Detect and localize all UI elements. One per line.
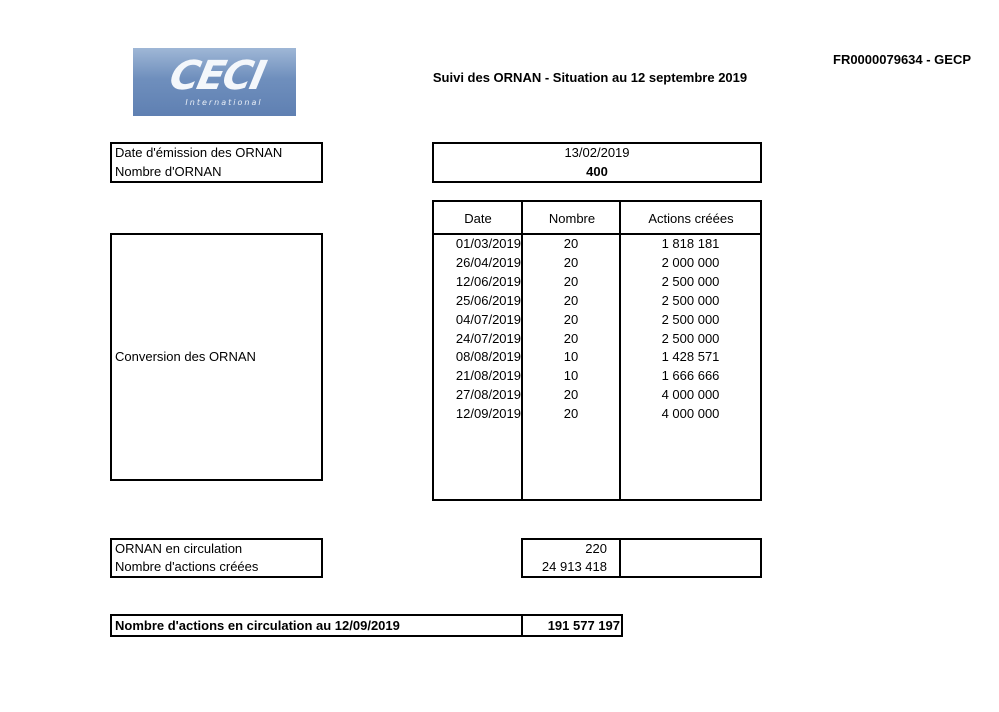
column-header-nombre: Nombre xyxy=(548,211,596,226)
row-actions: 2 500 000 xyxy=(661,311,720,327)
column-header-date: Date xyxy=(464,211,492,226)
row-date: 24/07/2019 xyxy=(455,330,521,346)
company-logo xyxy=(133,48,296,116)
document-code: FR0000079634 - GECP xyxy=(833,52,972,67)
emission-values-box xyxy=(432,142,762,183)
row-date: 25/06/2019 xyxy=(455,292,521,308)
summary-divider xyxy=(619,538,621,578)
row-date: 21/08/2019 xyxy=(455,368,521,384)
row-actions: 2 500 000 xyxy=(661,273,720,289)
row-nombre: 20 xyxy=(563,330,579,346)
row-nombre: 20 xyxy=(563,311,579,327)
row-nombre: 20 xyxy=(563,387,579,403)
row-actions: 1 818 181 xyxy=(661,236,720,251)
row-nombre: 10 xyxy=(563,349,579,365)
circulation-value: 220 xyxy=(585,541,607,556)
total-label: Nombre d'actions en circulation au 12/09/2019 xyxy=(115,618,400,633)
row-nombre: 20 xyxy=(563,273,579,289)
row-actions: 4 000 000 xyxy=(661,387,720,403)
actions-created-label: Nombre d'actions créées xyxy=(115,559,259,574)
row-date: 26/04/2019 xyxy=(455,254,521,270)
row-nombre: 20 xyxy=(563,236,579,251)
emission-count-value: 400 xyxy=(586,164,608,179)
row-date: 27/08/2019 xyxy=(455,387,521,403)
logo-text: CECI xyxy=(165,53,269,99)
row-actions: 4 000 000 xyxy=(661,406,720,422)
row-actions: 2 500 000 xyxy=(661,292,720,308)
row-nombre: 10 xyxy=(563,368,579,384)
total-box xyxy=(110,614,623,637)
conversion-label: Conversion des ORNAN xyxy=(115,349,256,364)
row-nombre: 20 xyxy=(563,254,579,270)
column-header-actions: Actions créées xyxy=(648,211,734,226)
emission-label-box xyxy=(110,142,323,183)
row-nombre: 20 xyxy=(563,406,579,422)
total-divider xyxy=(521,614,523,637)
actions-created-value: 24 913 418 xyxy=(541,559,607,574)
conversion-table-header xyxy=(432,200,762,235)
logo-subtext: International xyxy=(185,98,263,107)
emission-date-label: Date d'émission des ORNAN xyxy=(115,145,283,160)
row-nombre: 20 xyxy=(563,292,579,308)
summary-values-box xyxy=(521,538,762,578)
row-actions: 2 500 000 xyxy=(661,330,720,346)
circulation-label: ORNAN en circulation xyxy=(115,541,243,556)
total-value: 191 577 197 xyxy=(547,618,620,633)
conversion-label-box xyxy=(110,233,323,481)
row-actions: 2 000 000 xyxy=(661,254,720,270)
row-actions: 1 666 666 xyxy=(661,368,720,384)
emission-date-value: 13/02/2019 xyxy=(564,145,630,160)
row-date: 12/06/2019 xyxy=(455,273,521,289)
row-actions: 1 428 571 xyxy=(661,349,720,365)
emission-count-label: Nombre d'ORNAN xyxy=(115,164,222,179)
row-date: 12/09/2019 xyxy=(455,406,521,422)
summary-label-box xyxy=(110,538,323,578)
row-date: 01/03/2019 xyxy=(455,236,521,251)
row-date: 04/07/2019 xyxy=(455,311,521,327)
row-date: 08/08/2019 xyxy=(455,349,521,365)
page-title: Suivi des ORNAN - Situation au 12 septembre 2019 xyxy=(432,70,748,85)
